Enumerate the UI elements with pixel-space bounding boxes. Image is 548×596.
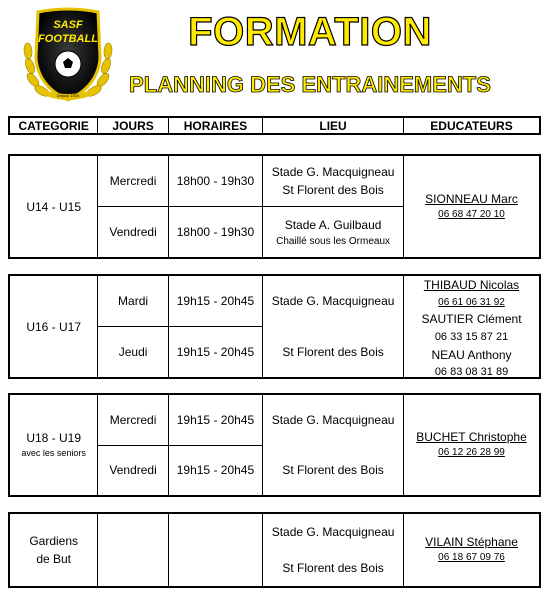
educator-name: BUCHET Christophe — [416, 430, 527, 445]
header-educateurs: EDUCATEURS — [430, 118, 513, 133]
day-cell: Jeudi — [98, 326, 167, 377]
educator-phone: 06 18 67 09 76 — [438, 552, 505, 564]
page-subtitle: PLANNING DES ENTRAINEMENTS — [129, 72, 491, 97]
day-cell: Mercredi — [109, 412, 157, 427]
time-cell: 19h15 - 20h45 — [169, 326, 262, 377]
category-cell — [10, 395, 97, 495]
educator-phone: 06 83 08 31 89 — [434, 366, 509, 379]
educator-phone: 06 61 06 31 92 — [438, 296, 505, 308]
sasf-football-logo — [20, 6, 116, 108]
place-line: St Florent des Bois — [282, 344, 384, 359]
time-cell: 19h15 - 20h45 — [176, 412, 255, 427]
educator-name: VILAIN Stéphane — [425, 535, 518, 550]
logo-top-text: SASF — [53, 19, 83, 31]
time-cell: 19h15 - 20h45 — [176, 294, 255, 308]
educator-phone: 06 33 15 87 21 — [434, 330, 509, 343]
place-cell — [263, 206, 403, 257]
header-categorie: CATEGORIE — [10, 118, 98, 133]
day-cell: Mercredi — [109, 174, 157, 188]
place-line: Stade G. Macquigneau — [271, 525, 395, 539]
educator-cell — [404, 276, 539, 381]
header-jours: JOURS — [98, 118, 168, 133]
place-line: Stade G. Macquigneau — [271, 294, 395, 309]
place-cell — [263, 514, 403, 586]
block-u14-u15 — [8, 154, 541, 259]
place-cell — [263, 395, 403, 495]
day-cell: Mardi — [118, 294, 149, 308]
place-line: Stade A. Guilbaud — [284, 217, 382, 232]
table-header — [8, 116, 541, 135]
educator-name: SAUTIER Clément — [421, 312, 522, 327]
place-line: Chaillé sous les Ormeaux — [276, 235, 391, 247]
block-gardiens — [8, 512, 541, 588]
header-horaires: HORAIRES — [169, 118, 263, 133]
category-label: U16 - U17 — [26, 319, 82, 334]
block-u18-u19 — [8, 393, 541, 497]
educator-phone: 06 12 26 28 99 — [438, 447, 505, 459]
place-line: St Florent des Bois — [282, 561, 384, 575]
time-cell-empty — [169, 514, 262, 586]
educator-phone: 06 68 47 20 10 — [438, 208, 505, 220]
header-lieu: LIEU — [263, 118, 404, 133]
day-cell-empty — [98, 514, 167, 586]
educator-name: NEAU Anthony — [431, 347, 512, 362]
category-label: U14 - U15 — [26, 199, 82, 214]
category-label: U18 - U19 — [26, 431, 82, 446]
page-title: FORMATION — [188, 10, 432, 54]
educator-cell — [404, 514, 539, 586]
place-line: Stade G. Macquigneau — [271, 413, 395, 427]
category-note: avec les seniors — [21, 448, 86, 459]
category-cell — [10, 514, 97, 586]
place-cell — [263, 156, 403, 206]
place-line: St Florent des Bois — [282, 183, 384, 197]
time-cell: 18h00 - 19h30 — [169, 206, 262, 257]
educator-cell — [404, 156, 539, 257]
time-cell: 19h15 - 20h45 — [169, 445, 262, 496]
logo-ribbon-text: Depuis 1924 — [56, 93, 80, 98]
educator-cell — [404, 395, 539, 495]
educator-name: THIBAUD Nicolas — [423, 278, 520, 292]
educator-name: SIONNEAU Marc — [425, 191, 518, 206]
place-cell — [263, 276, 403, 377]
day-cell: Vendredi — [98, 445, 167, 496]
block-u16-u17 — [8, 274, 541, 379]
time-cell: 18h00 - 19h30 — [176, 174, 255, 188]
place-line: St Florent des Bois — [282, 463, 384, 477]
place-line: Stade G. Macquigneau — [271, 165, 395, 179]
category-label: Gardiens — [29, 534, 79, 548]
day-cell: Vendredi — [98, 206, 167, 257]
category-label-line2: de But — [36, 552, 72, 566]
logo-bottom-text: FOOTBALL — [38, 33, 98, 45]
